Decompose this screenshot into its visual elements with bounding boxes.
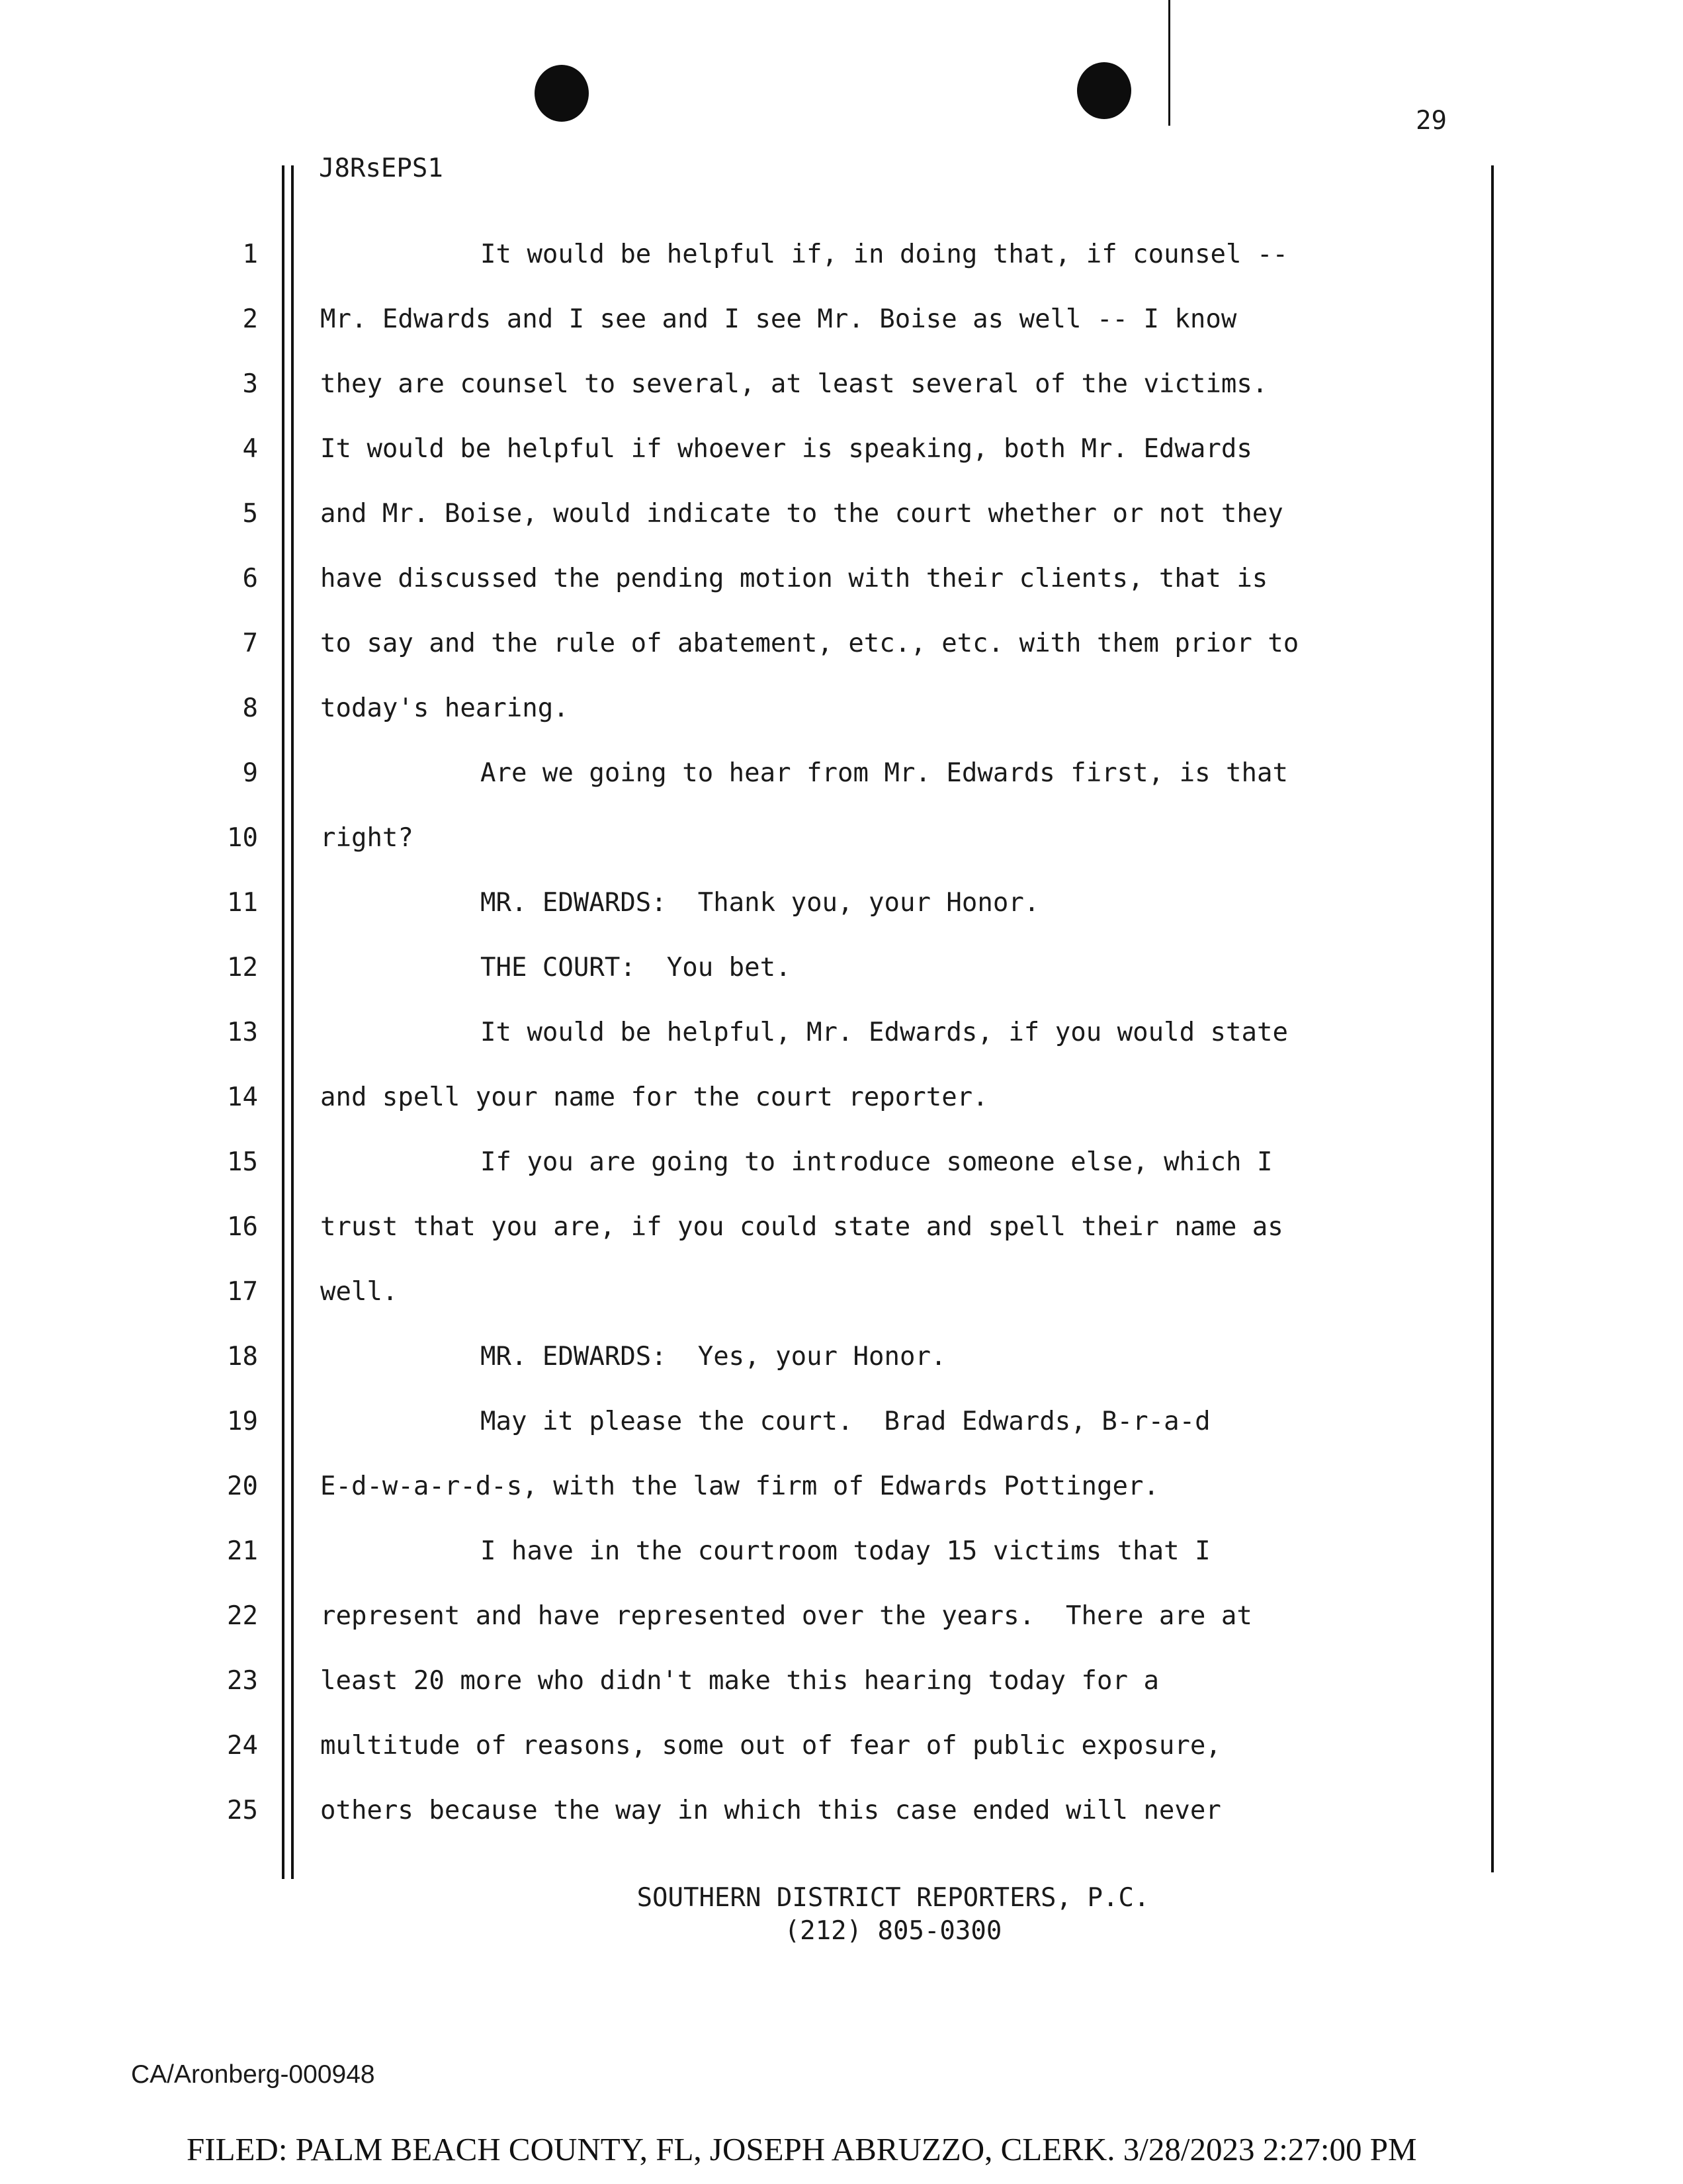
left-margin-rule-inner bbox=[291, 165, 294, 1879]
punch-hole-right bbox=[1077, 62, 1131, 119]
line-number: 1 bbox=[242, 240, 258, 269]
transcript-line: least 20 more who didn't make this hearing today for a bbox=[320, 1666, 1159, 1696]
transcript-line: I have in the courtroom today 15 victims that I bbox=[480, 1536, 1211, 1566]
line-number: 18 bbox=[227, 1342, 258, 1372]
header-code: J8RsEPS1 bbox=[319, 153, 443, 183]
line-number: 8 bbox=[242, 693, 258, 723]
line-number: 2 bbox=[242, 304, 258, 334]
line-number: 7 bbox=[242, 629, 258, 658]
transcript-line: THE COURT: You bet. bbox=[480, 953, 791, 983]
line-number: 21 bbox=[227, 1536, 258, 1566]
bates-number: CA/Aronberg-000948 bbox=[131, 2060, 375, 2089]
line-number: 23 bbox=[227, 1666, 258, 1696]
line-number: 5 bbox=[242, 499, 258, 529]
transcript-line: well. bbox=[320, 1277, 398, 1307]
line-number: 13 bbox=[227, 1018, 258, 1047]
line-number: 4 bbox=[242, 434, 258, 464]
reporter-name: SOUTHERN DISTRICT REPORTERS, P.C. bbox=[636, 1883, 1150, 1913]
transcript-line: today's hearing. bbox=[320, 693, 569, 723]
transcript-line: It would be helpful if whoever is speaking, both Mr. Edwards bbox=[320, 434, 1252, 464]
reporter-phone: (212) 805-0300 bbox=[784, 1916, 1002, 1946]
transcript-line: and Mr. Boise, would indicate to the court whether or not they bbox=[320, 499, 1283, 529]
line-number: 25 bbox=[227, 1796, 258, 1825]
transcript-line: E-d-w-a-r-d-s, with the law firm of Edwards Pottinger. bbox=[320, 1471, 1159, 1501]
page-number: 29 bbox=[1416, 106, 1447, 136]
line-number: 14 bbox=[227, 1082, 258, 1112]
transcript-line: MR. EDWARDS: Thank you, your Honor. bbox=[480, 888, 1040, 918]
line-number: 22 bbox=[227, 1601, 258, 1631]
line-number: 12 bbox=[227, 953, 258, 983]
transcript-line: they are counsel to several, at least several of the victims. bbox=[320, 369, 1268, 399]
transcript-line: multitude of reasons, some out of fear of public exposure, bbox=[320, 1731, 1221, 1761]
line-number: 9 bbox=[242, 758, 258, 788]
line-number: 19 bbox=[227, 1407, 258, 1436]
line-number: 17 bbox=[227, 1277, 258, 1307]
transcript-line: Mr. Edwards and I see and I see Mr. Boise as well -- I know bbox=[320, 304, 1237, 334]
transcript-line: to say and the rule of abatement, etc., etc. with them prior to bbox=[320, 629, 1299, 658]
transcript-line: It would be helpful, Mr. Edwards, if you would state bbox=[480, 1018, 1288, 1047]
scan-artifact-line bbox=[1168, 0, 1170, 126]
transcript-line: MR. EDWARDS: Yes, your Honor. bbox=[480, 1342, 947, 1372]
transcript-line: It would be helpful if, in doing that, if counsel -- bbox=[480, 240, 1288, 269]
transcript-line: right? bbox=[320, 823, 413, 853]
right-margin-rule bbox=[1491, 165, 1494, 1872]
transcript-line: May it please the court. Brad Edwards, B-r-a-d bbox=[480, 1407, 1211, 1436]
line-number: 24 bbox=[227, 1731, 258, 1761]
transcript-line: and spell your name for the court reporter. bbox=[320, 1082, 988, 1112]
filed-stamp: FILED: PALM BEACH COUNTY, FL, JOSEPH ABRUZZO, CLERK. 3/28/2023 2:27:00 PM bbox=[187, 2131, 1417, 2167]
line-number: 16 bbox=[227, 1212, 258, 1242]
transcript-line: If you are going to introduce someone else, which I bbox=[480, 1147, 1273, 1177]
transcript-line: trust that you are, if you could state and spell their name as bbox=[320, 1212, 1283, 1242]
transcript-line: represent and have represented over the years. There are at bbox=[320, 1601, 1252, 1631]
line-number: 11 bbox=[227, 888, 258, 918]
transcript-line: others because the way in which this case ended will never bbox=[320, 1796, 1221, 1825]
line-number: 15 bbox=[227, 1147, 258, 1177]
line-number: 10 bbox=[227, 823, 258, 853]
transcript-line: have discussed the pending motion with their clients, that is bbox=[320, 564, 1268, 593]
line-number: 6 bbox=[242, 564, 258, 593]
line-number: 20 bbox=[227, 1471, 258, 1501]
left-margin-rule bbox=[282, 165, 284, 1879]
line-number: 3 bbox=[242, 369, 258, 399]
punch-hole-left bbox=[535, 65, 589, 122]
transcript-line: Are we going to hear from Mr. Edwards first, is that bbox=[480, 758, 1288, 788]
